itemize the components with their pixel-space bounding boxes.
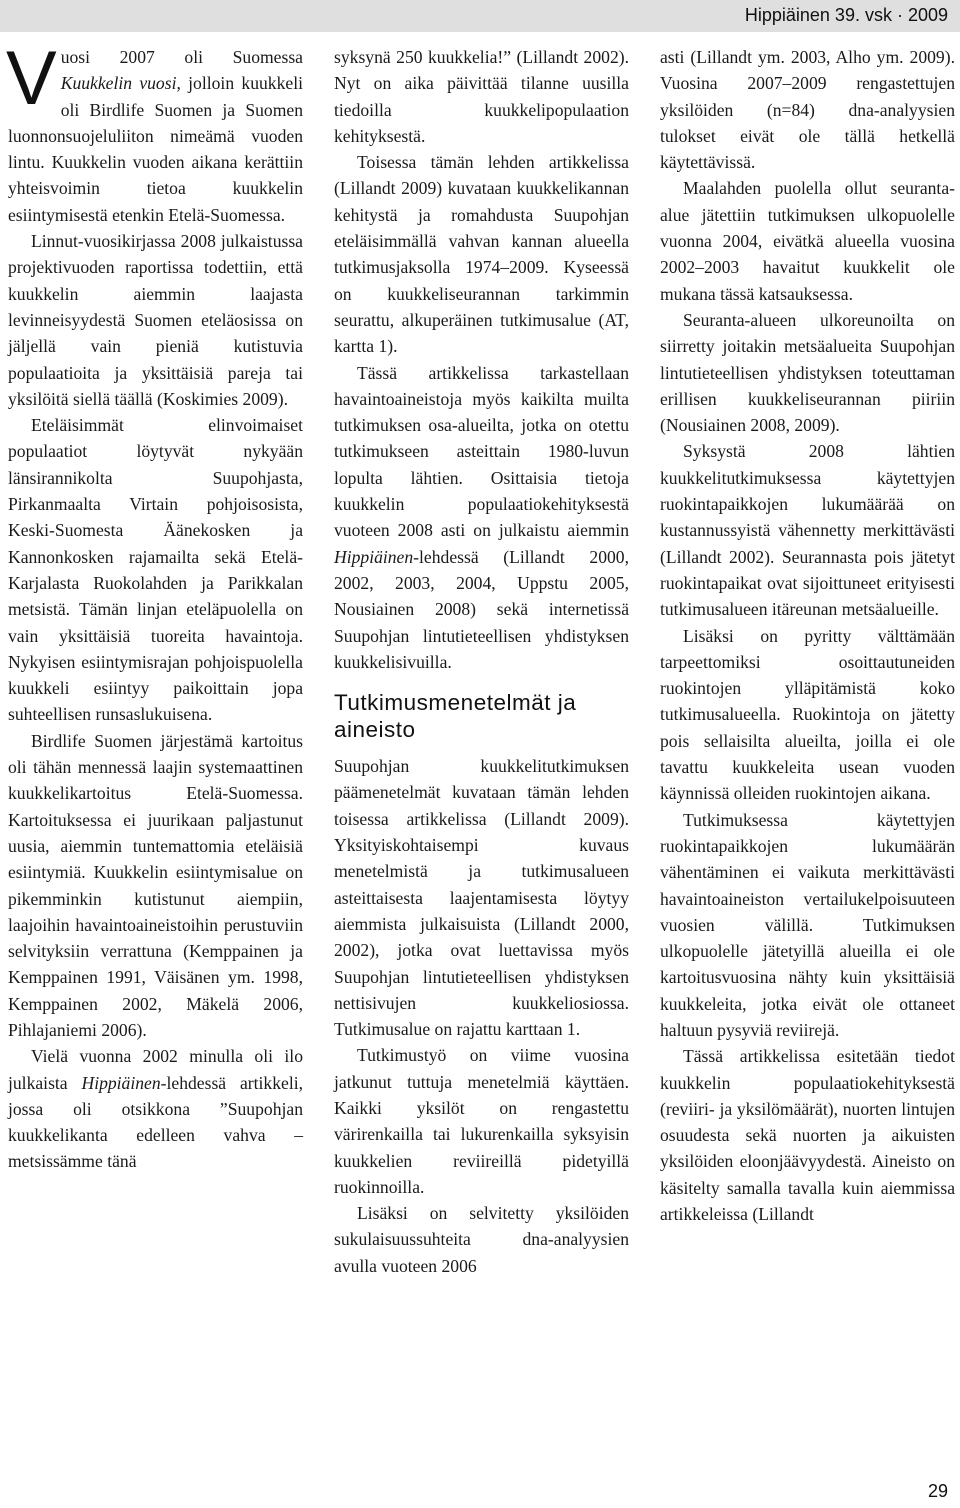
paragraph: Eteläisimmät elinvoimaiset populaatiot löytyvät nykyään länsirannikolta Suupohjasta, Pirkanmaalta Virtain pohjoisosista, Keski-Suomesta Äänekosken ja Kannonkosken rajamailta sekä Etelä-Karjalasta Ruokolahden ja Parikkalan metsistä. Tämän linjan eteläpuolella on vain yksittäisiä tuoreita havaintoja. Nykyisen esiintymisrajan pohjoispuolella kuukkeli esiintyy paikoittain jopa suhteellisen runsaslukuisena. xyxy=(8,415,303,725)
paragraph: Tässä artikkelissa esitetään tiedot kuukkelin populaatiokehityksestä (reviiri- ja yksilömäärät), nuorten lintujen osuudesta sekä nuorten ja aikuisten yksilöiden eloonjäävyydestä. Aineisto on käsitelty samalla tavalla kuin aiemmissa artikkeleissa (Lillandt xyxy=(660,1046,955,1225)
section-heading: Tutkimusmenetelmät ja aineisto xyxy=(334,690,577,743)
paragraph: Tutkimustyö on viime vuosina jatkunut tuttuja menetelmiä käyttäen. Kaikki yksilöt on rengastettu värirenkailla tai lukurenkailla syksyisin kuukkelien reviireillä pidetyillä ruokinnoilla. xyxy=(334,1045,629,1197)
paragraph: asti (Lillandt ym. 2003, Alho ym. 2009). Vuosina 2007–2009 rengastettujen yksilöiden (n=84) dna-analyysien tulokset eivät ole tällä hetkellä käytettävissä. xyxy=(660,47,955,173)
drop-cap: V xyxy=(6,36,57,121)
column-2 xyxy=(334,44,629,1279)
paragraph: Maalahden puolella ollut seuranta-alue jätettiin tutkimuksen ulkopuolelle vuonna 2004, eivätkä alueella vuosina 2002–2003 havaitut kuukkelit ole mukana tässä katsauksessa. xyxy=(660,178,955,304)
intro-paragraph: Vuosi 2007 oli Suomessa Kuukkelin vuosi, jolloin kuukkeli oli Birdlife Suomen ja Suomen luonnonsuojeluliiton nimeämä vuoden lintu. Kuukkelin vuoden aikana kerättiin yhteisvoimin tietoa kuukkelin esiintymisestä etenkin Etelä-Suomessa. xyxy=(6,36,303,225)
paragraph: Vielä vuonna 2002 minulla oli ilo julkaista Hippiäinen-lehdessä artikkeli, jossa oli otsikkona ”Suupohjan kuukkelikanta edelleen vahva – metsissämme tänä xyxy=(8,1046,303,1172)
column-1 xyxy=(6,36,303,1175)
column-3 xyxy=(660,44,955,1227)
paragraph: Tutkimuksessa käytettyjen ruokintapaikkojen lukumäärän vähentäminen ei vaikuta merkittävästi havaintoaineiston vertailukelpoisuuteen vuosien välillä. Tutkimuksen ulkopuolelle jätetyillä alueilla ei ole kartoitusvuosina nähty kuin yksittäisiä kuukkeleita, jotka eivät ole ottaneet haltuun pysyviä reviirejä. xyxy=(660,809,955,1040)
paragraph: Birdlife Suomen järjestämä kartoitus oli tähän mennessä laajin systemaattinen kuukkelikartoitus Etelä-Suomessa. Kartoituksessa ei juurikaan paljastunut uusia, aiemmin tuntemattomia eteläisiä esiintymiä. Kuukkelin esiintymisalue on pikemminkin kutistunut aiempiin, laajoihin havaintoaineistoihin perustuviin selvityksiin verrattuna (Kemppainen ja Kemppainen 1991, Väisänen ym. 1998, Kemppainen 2002, Mäkelä 2006, Pihlajaniemi 2006). xyxy=(8,730,303,1040)
paragraph: Lisäksi on selvitetty yksilöiden sukulaisuussuhteita dna-analyysien avulla vuoteen 2006 xyxy=(334,1203,629,1276)
paragraph: Toisessa tämän lehden artikkelissa (Lillandt 2009) kuvataan kuukkelikannan kehitystä ja romahdusta Suupohjan eteläisimmällä vahvan kannan alueella tutkimusjaksolla 1974–2009. Kyseessä on kuukkeliseurannan tarkimmin seurattu, alkuperäinen tutkimusalue (AT, kartta 1). xyxy=(334,152,629,357)
paragraph: syksynä 250 kuukkelia!” (Lillandt 2002). Nyt on aika päivittää tilanne uusilla tiedoilla kuukkelipopulaation kehityksestä. xyxy=(334,47,629,146)
paragraph: Lisäksi on pyritty välttämään tarpeettomiksi osoittautuneiden ruokintojen ylläpitämistä koko tutkimusalueella. Ruokintoja on jätetty pois sellaisilta alueilta, joilla ei ole tavattu kuukkeleita usean vuoden käynnissä olleiden ruokintojen aikana. xyxy=(660,625,955,804)
paragraph: Suupohjan kuukkelitutkimuksen päämenetelmät kuvataan tämän lehden toisessa artikkelissa (Lillandt 2009). Yksityiskohtaisempi kuvaus menetelmistä ja tutkimusalueen asteittaisesta laajentamisesta löytyy aiemmista julkaisuista (Lillandt 2000, 2002), jotka ovat luettavissa myös Suupohjan lintutieteellisen yhdistyksen nettisivujen kuukkeliosiossa. Tutkimusalue on rajattu karttaan 1. xyxy=(334,756,629,1040)
paragraph: Seuranta-alueen ulkoreunoilta on siirretty joitakin metsäalueita Suupohjan lintutieteellisen yhdistyksen toteuttaman erillisen kuukkeliseurannan piiriin (Nousiainen 2008, 2009). xyxy=(660,309,955,436)
paragraph: Linnut-vuosikirjassa 2008 julkaistussa projektivuoden raportissa todettiin, että kuukkelin aiemmin laajasta levinneisyydestä Suomen eteläosissa on jäljellä vain pieniä kutistuvia populaatioita ja yksittäisiä pareja tai yksilöitä siellä täällä (Koskimies 2009). xyxy=(8,231,303,409)
article-body xyxy=(6,36,955,1464)
paragraph: Tässä artikkelissa tarkastellaan havaintoaineistoja myös kaikilta muilta tutkimuksen osa-alueilta, jotka on otettu tutkimukseen asteittain 1980-luvun lopulta lähtien. Osittaisia tietoja kuukkelin populaatiokehityksestä vuoteen 2008 asti on julkaistu aiemmin Hippiäinen-lehdessä (Lillandt 2000, 2002, 2003, 2004, Uppstu 2005, Nousiainen 2008) sekä internetissä Suupohjan lintutieteellisen yhdistyksen kuukkelisivuilla. xyxy=(334,362,629,672)
page-number: 29 xyxy=(927,1481,948,1501)
running-header xyxy=(0,0,960,32)
paragraph: Syksystä 2008 lähtien kuukkelitutkimuksessa käytettyjen ruokintapaikkojen lukumäärää on kustannussyistä vähennetty merkittävästi (Lillandt 2002). Seurannasta pois jätetyt ruokintapaikat ovat sijoittuneet erityisesti tutkimusalueen itäreunan metsäalueille. xyxy=(660,441,955,620)
journal-title: Hippiäinen 39. vsk · 2009 xyxy=(744,5,948,25)
